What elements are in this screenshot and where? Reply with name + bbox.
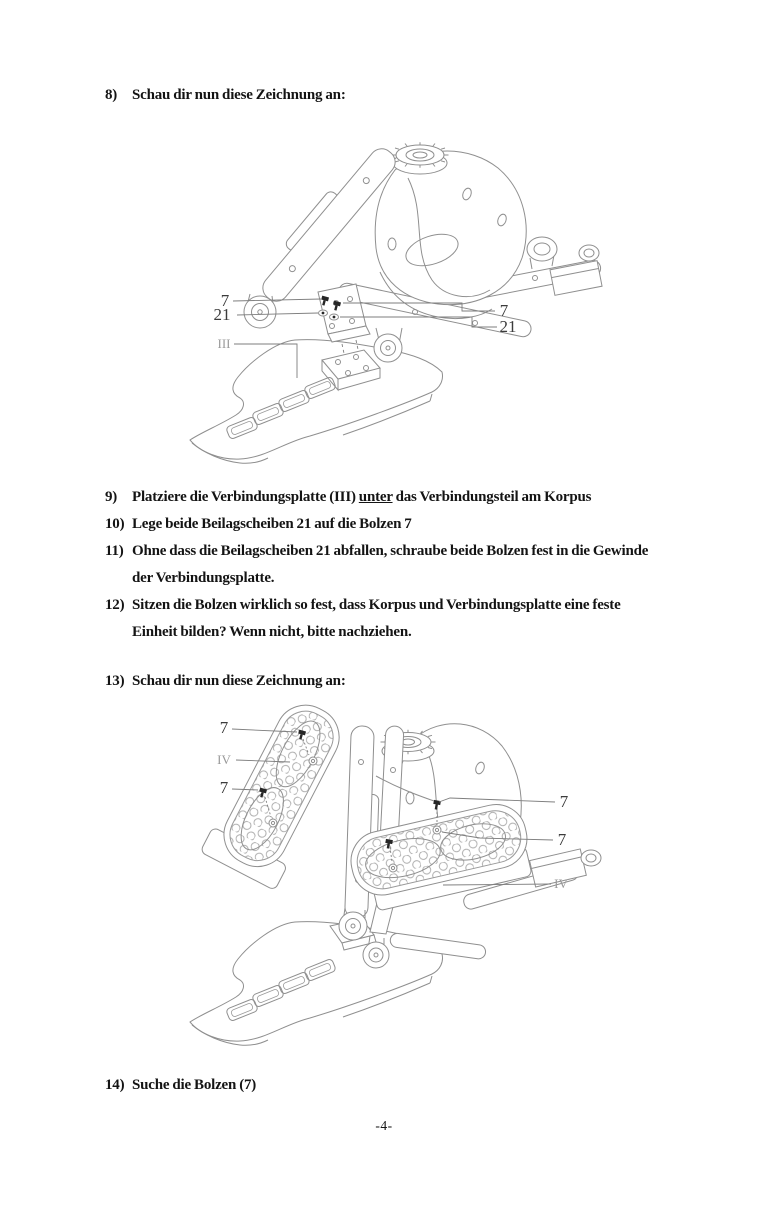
part-label-bolt-right: 7	[499, 301, 509, 320]
part-label-bolt-right-lower: 7	[557, 830, 567, 849]
page-number: -4-	[375, 1118, 393, 1133]
part-label-pedal-left: IV	[217, 752, 231, 767]
step-text: Schau dir nun diese Zeichnung an:	[132, 87, 346, 103]
step-12	[105, 592, 621, 618]
roller-wheel	[527, 237, 557, 269]
step-text: Schau dir nun diese Zeichnung an:	[132, 673, 346, 689]
step-text: Platziere die Verbindungsplatte (III) unter das Verbindungsteil am Korpus	[132, 489, 592, 505]
step-10	[105, 511, 412, 537]
part-label-plate: III	[217, 336, 231, 351]
step-9	[105, 484, 591, 510]
step-11-continuation	[105, 565, 274, 591]
figure-korpus-verbindungsplatte	[180, 122, 620, 474]
part-label-bolt-right-upper: 7	[559, 792, 569, 811]
figure-korpus-pedale	[180, 698, 620, 1060]
step-8	[105, 82, 346, 108]
part-label-bolt-top-left: 7	[219, 718, 229, 737]
step-number: 8)	[105, 87, 118, 103]
step-14	[105, 1072, 256, 1098]
step-text: Einheit bilden? Wenn nicht, bitte nachziehen.	[132, 624, 412, 640]
step-text: Suche die Bolzen (7)	[132, 1077, 257, 1093]
caster-wheel	[581, 850, 601, 866]
step-number: 11)	[105, 543, 124, 559]
part-label-washer-right: 21	[499, 317, 517, 336]
part-label-bolt-mid-left: 7	[219, 778, 229, 797]
part-label-pedal-right: IV	[554, 876, 568, 891]
step-13	[105, 668, 346, 694]
part-label-washer-left: 21	[213, 305, 231, 324]
knob	[392, 142, 449, 174]
step-number: 9)	[105, 489, 118, 505]
step-11	[105, 538, 648, 564]
step-text: der Verbindungsplatte.	[132, 570, 275, 586]
caster-wheel	[579, 245, 599, 261]
step-number: 13)	[105, 673, 125, 689]
step-12-continuation	[105, 619, 412, 645]
assembly-drawing-1	[180, 122, 620, 474]
part-label-bolt-left: 7	[220, 291, 230, 310]
base-plate	[190, 340, 443, 464]
step-number: 12)	[105, 597, 125, 613]
step-number: 14)	[105, 1077, 125, 1093]
step-text: Lege beide Beilagscheiben 21 auf die Bolzen 7	[132, 516, 412, 532]
step-text: Ohne dass die Beilagscheiben 21 abfallen, schraube beide Bolzen fest in die Gewinde	[132, 543, 649, 559]
assembly-drawing-2	[180, 698, 620, 1060]
underlined-word: unter	[358, 489, 393, 505]
end-cap	[550, 261, 602, 296]
step-number: 10)	[105, 516, 125, 532]
step-text: Sitzen die Bolzen wirklich so fest, dass Korpus und Verbindungsplatte eine feste	[132, 597, 621, 613]
